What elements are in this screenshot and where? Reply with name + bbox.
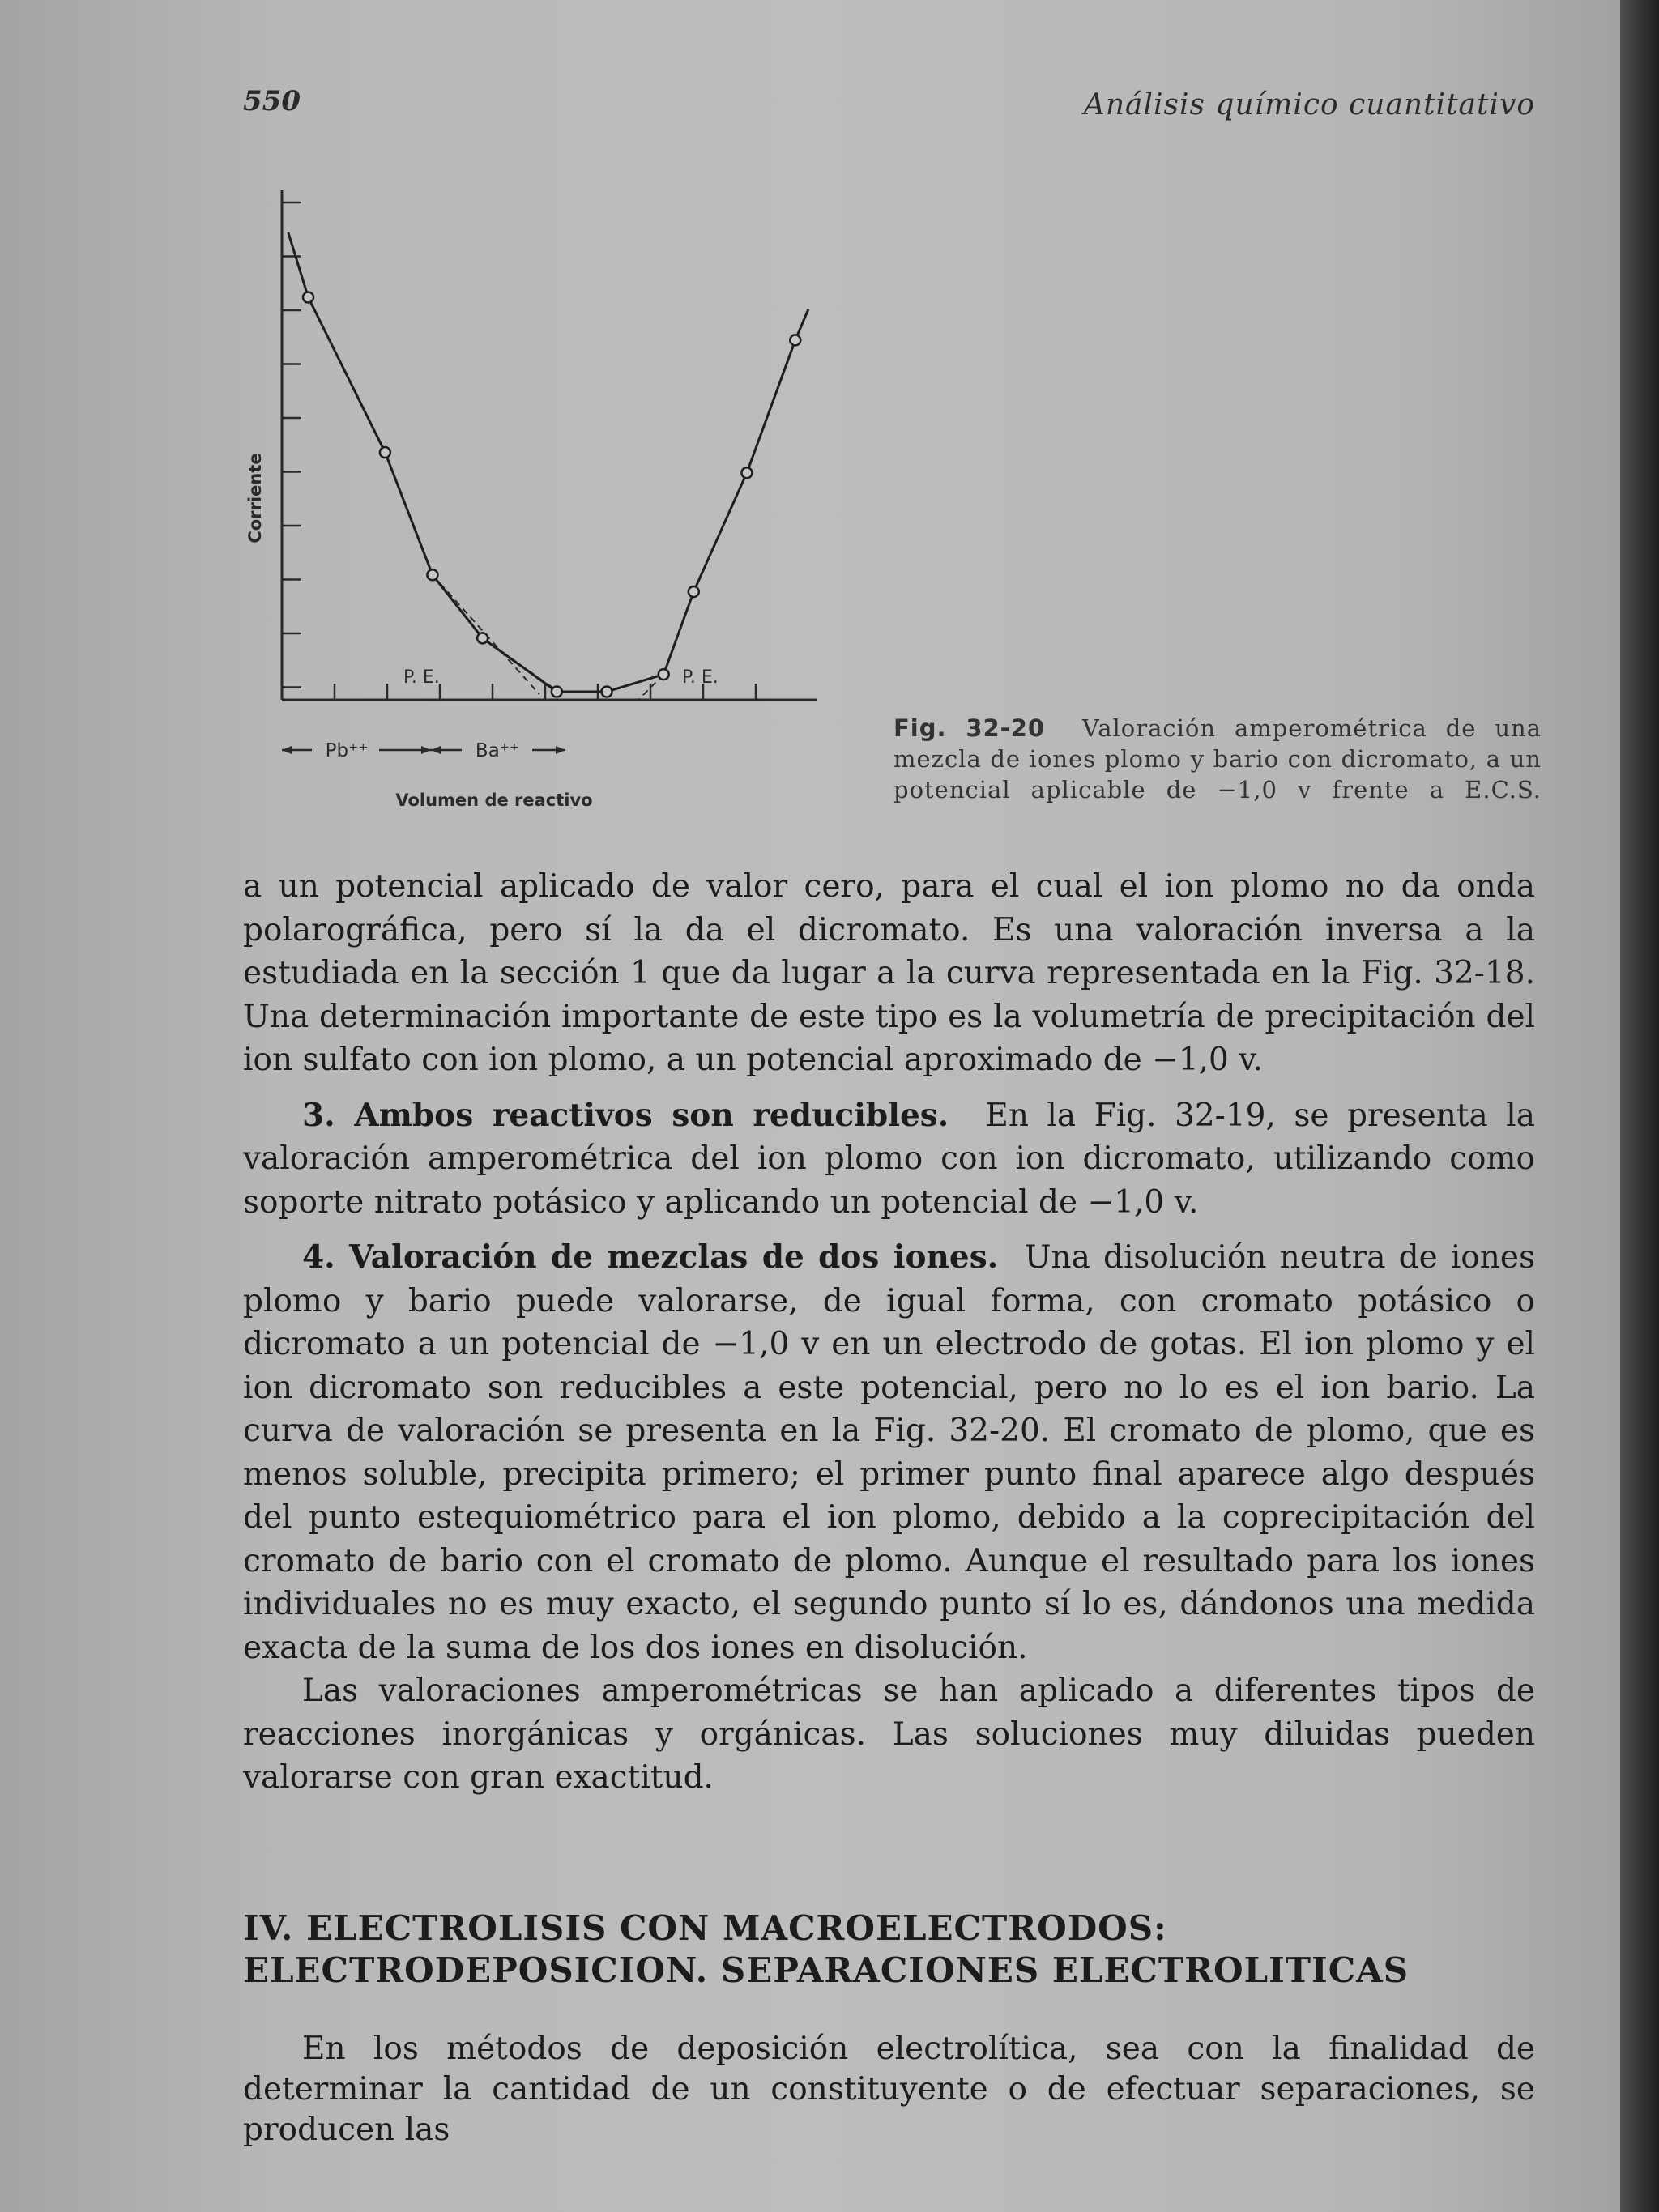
page-header — [243, 85, 1535, 134]
endpoint-label-2: P. E. — [682, 667, 719, 688]
paragraph-3-text: Una disolución neutra de iones plomo y bario puede valorarse, de igual forma, con cromato potásico o dicromato a un potencial de −1,0 v en un electrodo de gotas. El ion plomo y el ion dicromato son reducibles a este potencial, pero no lo es el ion bario. La curva de valoración se presenta en la Fig. 32-20. El cromato de plomo, que es menos soluble, precipita primero; el primer punto final aparece algo después del punto estequiométrico para el ion plomo, debido a la coprecipitación del cromato de bario con el cromato de plomo. Aunque el resultado para los iones individuales no es muy exacto, el segundo punto sí lo es, dándonos una medida exacta de la suma de los dos iones en disolución. — [243, 1239, 1535, 1666]
body-text — [243, 865, 1535, 1800]
titration-chart — [227, 178, 842, 826]
book-spine-shadow — [1620, 0, 1659, 2212]
paragraph-4: Las valoraciones amperométricas se han aplicado a diferentes tipos de reacciones inorgánicas y orgánicas. Las soluciones muy diluidas pueden valorarse con gran exactitud. — [243, 1673, 1535, 1796]
figure-caption — [893, 713, 1542, 805]
region-indicator — [282, 740, 565, 761]
section-heading-line-1: IV. ELECTROLISIS CON MACROELECTRODOS: — [243, 1908, 1167, 1948]
section-heading — [243, 1907, 1572, 1992]
figure-32-20 — [227, 178, 842, 826]
paragraph-2-text: En la Fig. 32-19, se presenta la valoración amperométrica del ion plomo con ion dicromato, utilizando como soporte nitrato potásico y aplicando un potencial de −1,0 v. — [243, 1097, 1536, 1221]
section-heading-line-2: ELECTRODEPOSICION. SEPARACIONES ELECTROLITICAS — [243, 1950, 1410, 1990]
data-point — [602, 687, 612, 697]
data-point — [380, 447, 390, 458]
running-title: Análisis químico cuantitativo — [1083, 88, 1535, 121]
extrapolation-lines — [433, 575, 663, 700]
region-pb-label: Pb⁺⁺ — [325, 740, 369, 761]
caption-label: Fig. 32-20 — [893, 714, 1046, 742]
paragraph-3-heading: 4. Valoración de mezclas de dos iones. — [302, 1238, 999, 1276]
section-first-paragraph: En los métodos de deposición electrolítica, sea con la finalidad de determinar la cantidad de un constituyente o de efectuar separaciones, se producen las — [243, 2031, 1535, 2148]
y-axis-label: Corriente — [245, 453, 265, 543]
paragraph-2 — [243, 1094, 1535, 1225]
paragraph-3 — [243, 1236, 1535, 1669]
caption-text: Valoración amperométrica de una mezcla de iones plomo y bario con dicromato, a un potencial aplicable de −1,0 v frente a E.C.S. — [893, 714, 1542, 803]
data-point — [427, 569, 437, 580]
data-point — [689, 586, 699, 597]
paragraph-2-heading: 3. Ambos reactivos son reducibles. — [302, 1096, 949, 1134]
data-point — [659, 669, 669, 680]
region-ba-label: Ba⁺⁺ — [475, 740, 520, 761]
data-point — [741, 467, 752, 478]
x-axis-label: Volumen de reactivo — [395, 791, 593, 810]
data-point — [477, 633, 488, 643]
chart-axes — [282, 190, 817, 700]
endpoint-label-1: P. E. — [403, 667, 440, 688]
data-point — [790, 335, 800, 345]
paragraph-1: a un potencial aplicado de valor cero, para el cual el ion plomo no da onda polarográfica, pero sí la da el dicromato. Es una valoración inversa a la estudiada en la sección 1 que da lugar a la curva representada en la Fig. 32-18. Una determinación importante de este tipo es la volumetría de precipitación del ion sulfato con ion plomo, a un potencial aproximado de −1,0 v. — [243, 868, 1535, 1078]
data-point — [552, 687, 562, 697]
titration-curve-line — [288, 232, 808, 692]
data-point — [303, 292, 313, 303]
page-number: 550 — [243, 85, 301, 117]
titration-curve — [288, 232, 808, 697]
